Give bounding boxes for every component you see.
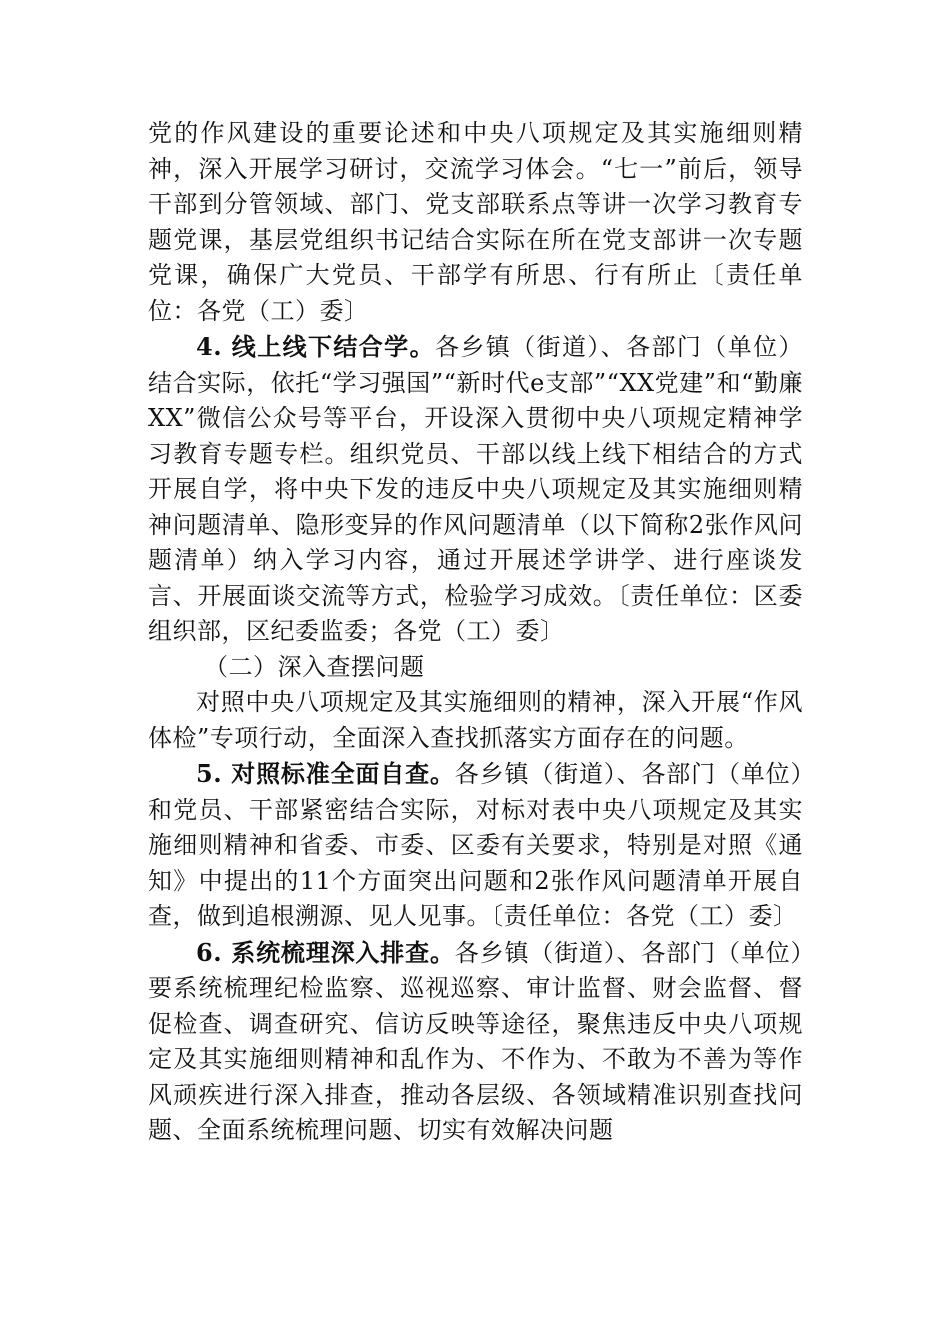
item-4-text: 各乡镇（街道）、各部门（单位）结合实际，依托“学习强国”“新时代e支部”“XX党建”和“勤廉XX”微信公众号等平台，开设深入贯彻中央八项规定精神学习教育专题专栏。组织党员、干部以线上线下相结合的方式开展自学，将中央下发的违反中央八项规定及其实施细则精神问题清单、隐形变异的作风问题清单（以下简称2张作风问题清单）纳入学习内容，通过开展述学讲学、进行座谈发言、开展面谈交流等方式，检验学习成效。〔责任单位：区委组织部，区纪委监委；各党（工）委〕 — [148, 333, 803, 645]
paragraph-item-6 — [148, 935, 803, 1149]
paragraph-item-5 — [148, 756, 803, 935]
section-heading-text: （二）深入查摆问题 — [204, 652, 425, 681]
paragraph-item-4 — [148, 329, 803, 650]
item-5-text: 各乡镇（街道）、各部门（单位）和党员、干部紧密结合实际，对标对表中央八项规定及其实施细则精神和省委、市委、区委有关要求，特别是对照《通知》中提出的11个方面突出问题和2张作风问题清单开展自查，做到追根溯源、见人见事。〔责任单位：各党（工）委〕 — [148, 760, 803, 930]
section-intro-text: 对照中央八项规定及其实施细则的精神，深入开展“作风体检”专项行动，全面深入查找抓落实方面存在的问题。 — [148, 688, 803, 752]
paragraph-section-intro — [148, 685, 803, 756]
document-body — [148, 116, 803, 1149]
item-6-text: 各乡镇（街道）、各部门（单位）要系统梳理纪检监察、巡视巡察、审计监督、财会监督、督促检查、调查研究、信访反映等途径，聚焦违反中央八项规定及其实施细则精神和乱作为、不作为、不敢为不善为等作风顽疾进行深入排查，推动各层级、各领域精准识别查找问题、全面系统梳理问题、切实有效解决问题 — [148, 938, 803, 1144]
item-4-heading: 4. 线上线下结合学。 — [196, 332, 435, 361]
paragraph-continued — [148, 116, 803, 329]
item-5-heading: 5. 对照标准全面自查。 — [196, 759, 455, 788]
section-heading-2 — [148, 650, 803, 686]
item-6-heading: 6. 系统梳理深入排查。 — [196, 937, 455, 967]
paragraph-text: 党的作风建设的重要论述和中央八项规定及其实施细则精神，深入开展学习研讨，交流学习体会。“七一”前后，领导干部到分管领域、部门、党支部联系点等讲一次学习教育专题党课，基层党组织书记结合实际在所在党支部讲一次专题党课，确保广大党员、干部学有所思、行有所止〔责任单位：各党（工）委〕 — [148, 119, 803, 325]
